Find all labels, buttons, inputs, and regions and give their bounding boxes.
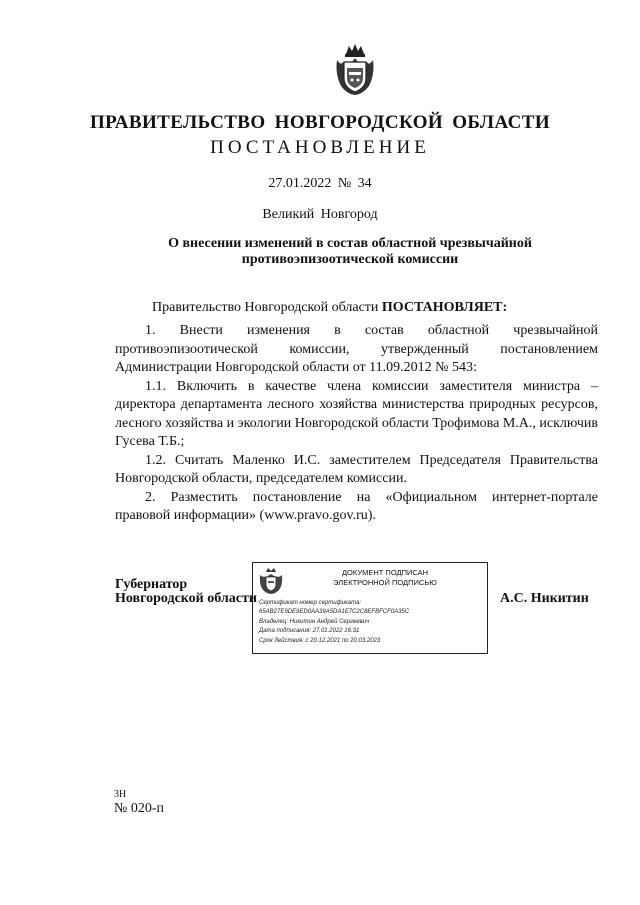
preamble — [152, 300, 507, 316]
stamp-title — [285, 568, 485, 588]
signer-position — [115, 578, 257, 606]
document-subject — [130, 236, 570, 268]
paragraph-1-1: 1.1. Включить в качестве члена комиссии заместителя министра – директора департамента лесного хозяйства министерства природных ресурсов, лесного хозяйства и экологии Новгородской области Трофимова М.А., исключив Гусева Т.Б.; — [115, 378, 598, 449]
subject-line-1: О внесении изменений в состав областной чрезвычайной — [168, 236, 532, 251]
stamp-details — [259, 599, 409, 646]
stamp-title-line-2: ЭЛЕКТРОННОЙ ПОДПИСЬЮ — [333, 578, 437, 587]
document-date-number: 27.01.2022 № 34 — [268, 176, 372, 191]
signer-position-line-1: Губернатор — [115, 577, 188, 592]
preamble-text: Правительство Новгородской области — [152, 300, 382, 315]
stamp-signed-date: Дата подписания: 27.01.2022 16:31 — [259, 628, 360, 635]
signer-name: А.С. Никитин — [500, 591, 589, 606]
preamble-emphasis: ПОСТАНОВЛЯЕТ: — [381, 300, 508, 315]
footer-code: 3Н — [114, 789, 127, 800]
document-body — [115, 322, 598, 526]
signer-position-line-2: Новгородской области — [115, 591, 257, 606]
stamp-title-line-1: ДОКУМЕНТ ПОДПИСАН — [341, 568, 429, 577]
paragraph-1-2: 1.2. Считать Маленко И.С. заместителем Председателя Правительства Новгородской области, председателем комиссии. — [115, 452, 598, 486]
stamp-owner: Владелец: Никитин Андрей Сергеевич — [259, 618, 370, 625]
stamp-emblem-icon — [258, 567, 284, 595]
paragraph-2: 2. Разместить постановление на «Официальном интернет-портале правовой информации» (www.pravo.gov.ru). — [115, 489, 598, 523]
document-type: ПОСТАНОВЛЕНИЕ — [210, 137, 430, 158]
footer-form-number: № 020-п — [114, 801, 165, 816]
stamp-cert-number: 65AB27E9DE9ED0AA39A5DA1E7C2C8EFBFCF0A35C — [259, 609, 410, 616]
stamp-validity: Срок действия: с 20.12.2021 по 20.03.2023 — [259, 637, 381, 644]
footer — [114, 789, 164, 817]
electronic-signature-stamp — [252, 562, 488, 654]
organization-title: ПРАВИТЕЛЬСТВО НОВГОРОДСКОЙ ОБЛАСТИ — [90, 112, 550, 133]
document-place: Великий Новгород — [262, 207, 378, 222]
stamp-cert-label: Сертификат номер сертификата: — [259, 600, 362, 606]
subject-line-2: противоэпизоотической комиссии — [241, 252, 459, 267]
coat-of-arms-emblem — [333, 42, 377, 96]
paragraph-1: 1. Внести изменения в состав областной чрезвычайной противоэпизоотической комиссии, утвержденный постановлением Администрации Новгородской области от 11.09.2012 № 543: — [115, 323, 598, 375]
